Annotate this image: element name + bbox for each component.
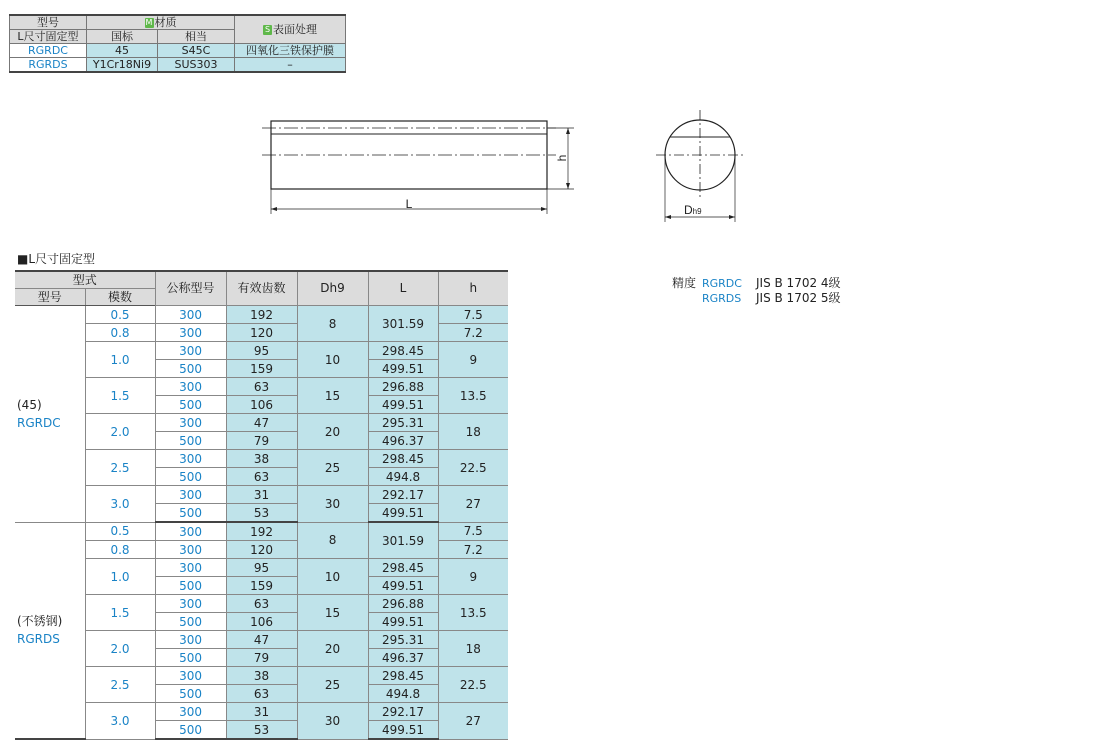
teeth-cell: 47 [226, 414, 297, 432]
teeth-cell: 95 [226, 559, 297, 577]
nominal-cell: 300 [155, 595, 226, 613]
length-cell: 496.37 [368, 432, 438, 450]
type-sub-header: L尺寸固定型 [10, 30, 87, 44]
teeth-cell: 63 [226, 595, 297, 613]
table-row [15, 667, 508, 685]
table-row [15, 414, 508, 432]
teeth-cell: 53 [226, 721, 297, 740]
accuracy-standard: JIS B 1702 4级 [756, 276, 841, 290]
teeth-cell: 106 [226, 613, 297, 631]
length-cell: 296.88 [368, 595, 438, 613]
length-cell: 298.45 [368, 450, 438, 468]
accuracy-note [672, 276, 841, 306]
dh9-cell: 10 [297, 559, 368, 595]
module-cell: 1.5 [85, 378, 155, 414]
accuracy-label: 精度 [672, 276, 697, 290]
module-cell: 3.0 [85, 703, 155, 740]
table-row [15, 486, 508, 504]
dh9-cell: 25 [297, 667, 368, 703]
teeth-cell: 192 [226, 306, 297, 324]
l-arrow-right [541, 207, 547, 211]
length-cell: 496.37 [368, 649, 438, 667]
group-code: RGRDS [17, 632, 60, 647]
material-row-gb: 45 [87, 44, 158, 58]
accuracy-code: RGRDS [702, 292, 742, 305]
h-header: h [438, 271, 508, 306]
material-row-gb: Y1Cr18Ni9 [87, 58, 158, 73]
table-row [15, 595, 508, 613]
gb-header: 国标 [87, 30, 158, 44]
module-cell: 3.0 [85, 486, 155, 523]
teeth-cell: 31 [226, 703, 297, 721]
material-row-model: RGRDC [10, 44, 87, 58]
teeth-cell: 38 [226, 450, 297, 468]
dh9-cell: 20 [297, 414, 368, 450]
dh9-cell: 8 [297, 522, 368, 559]
teeth-cell: 106 [226, 396, 297, 414]
equiv-header: 相当 [158, 30, 235, 44]
length-cell: 295.31 [368, 414, 438, 432]
d-arrow-left [665, 215, 671, 219]
nominal-cell: 300 [155, 306, 226, 324]
dh9-header: Dh9 [297, 271, 368, 306]
group-material: (45) [17, 397, 42, 412]
style-header: 型式 [15, 271, 155, 289]
h-cell: 13.5 [438, 378, 508, 414]
length-cell: 499.51 [368, 577, 438, 595]
dh9-cell: 15 [297, 378, 368, 414]
nominal-cell: 500 [155, 468, 226, 486]
accuracy-standard: JIS B 1702 5级 [756, 291, 841, 305]
h-arrow-bottom [566, 183, 570, 189]
length-cell: 494.8 [368, 685, 438, 703]
h-cell: 7.2 [438, 324, 508, 342]
d-dim-label [684, 203, 702, 217]
nominal-cell: 300 [155, 559, 226, 577]
accuracy-code: RGRDC [702, 277, 742, 290]
spec-table [15, 270, 508, 740]
h-cell: 9 [438, 559, 508, 595]
nominal-cell: 300 [155, 324, 226, 342]
teeth-cell: 79 [226, 649, 297, 667]
module-cell: 0.5 [85, 522, 155, 541]
teeth-header: 有效齿数 [226, 271, 297, 306]
module-header: 模数 [85, 289, 155, 306]
dh9-cell: 20 [297, 631, 368, 667]
module-cell: 2.0 [85, 631, 155, 667]
teeth-cell: 63 [226, 378, 297, 396]
length-cell: 298.45 [368, 342, 438, 360]
nominal-cell: 300 [155, 414, 226, 432]
h-cell: 7.2 [438, 541, 508, 559]
dh9-cell: 30 [297, 703, 368, 740]
nominal-header: 公称型号 [155, 271, 226, 306]
h-cell: 22.5 [438, 450, 508, 486]
rack-drawing [0, 0, 1100, 250]
module-cell: 0.5 [85, 306, 155, 324]
table-row [15, 306, 508, 324]
group-label [15, 522, 85, 739]
module-cell: 1.0 [85, 559, 155, 595]
length-cell: 301.59 [368, 522, 438, 559]
dh9-cell: 15 [297, 595, 368, 631]
material-header-label: 材质 [154, 16, 177, 29]
module-cell: 1.0 [85, 342, 155, 378]
h-cell: 7.5 [438, 522, 508, 541]
nominal-cell: 300 [155, 450, 226, 468]
nominal-cell: 500 [155, 396, 226, 414]
length-cell: 499.51 [368, 721, 438, 740]
dh9-cell: 8 [297, 306, 368, 342]
teeth-cell: 159 [226, 360, 297, 378]
nominal-cell: 500 [155, 577, 226, 595]
nominal-cell: 300 [155, 631, 226, 649]
model-header: 型号 [10, 15, 87, 30]
nominal-cell: 300 [155, 522, 226, 541]
nominal-cell: 300 [155, 342, 226, 360]
module-cell: 0.8 [85, 541, 155, 559]
teeth-cell: 38 [226, 667, 297, 685]
h-cell: 27 [438, 486, 508, 523]
h-cell: 18 [438, 631, 508, 667]
table-row [15, 522, 508, 541]
length-cell: 499.51 [368, 360, 438, 378]
nominal-cell: 500 [155, 432, 226, 450]
length-cell: 301.59 [368, 306, 438, 342]
length-cell: 499.51 [368, 504, 438, 523]
model-header: 型号 [15, 289, 85, 306]
teeth-cell: 47 [226, 631, 297, 649]
material-row-model: RGRDS [10, 58, 87, 73]
teeth-cell: 63 [226, 685, 297, 703]
l-dim-label: L [405, 197, 413, 211]
nominal-cell: 500 [155, 649, 226, 667]
h-cell: 27 [438, 703, 508, 740]
accuracy-row [672, 291, 841, 306]
dh9-cell: 10 [297, 342, 368, 378]
table-row [15, 450, 508, 468]
h-dim-label: h [555, 154, 569, 162]
surface-header-label: 表面处理 [273, 23, 317, 36]
teeth-cell: 79 [226, 432, 297, 450]
table-row [15, 631, 508, 649]
spec-table-wrap [15, 270, 508, 740]
h-cell: 18 [438, 414, 508, 450]
teeth-cell: 120 [226, 541, 297, 559]
material-row-equiv: SUS303 [158, 58, 235, 73]
nominal-cell: 300 [155, 703, 226, 721]
d-arrow-right [729, 215, 735, 219]
dh9-cell: 30 [297, 486, 368, 523]
teeth-cell: 192 [226, 522, 297, 541]
group-material: (不锈钢) [17, 614, 63, 629]
length-cell: 298.45 [368, 559, 438, 577]
group-code: RGRDC [17, 415, 61, 430]
length-cell: 292.17 [368, 703, 438, 721]
teeth-cell: 63 [226, 468, 297, 486]
material-row-surface: – [235, 58, 346, 73]
nominal-cell: 300 [155, 667, 226, 685]
d-dim-tolerance: h9 [692, 207, 702, 216]
material-badge-icon: M [145, 18, 153, 27]
nominal-cell: 300 [155, 541, 226, 559]
module-cell: 1.5 [85, 595, 155, 631]
nominal-cell: 300 [155, 486, 226, 504]
nominal-cell: 500 [155, 721, 226, 740]
length-cell: 295.31 [368, 631, 438, 649]
length-header: L [368, 271, 438, 306]
teeth-cell: 159 [226, 577, 297, 595]
surface-badge-icon: S [264, 25, 271, 34]
length-cell: 296.88 [368, 378, 438, 396]
length-cell: 494.8 [368, 468, 438, 486]
h-cell: 13.5 [438, 595, 508, 631]
teeth-cell: 31 [226, 486, 297, 504]
h-cell: 9 [438, 342, 508, 378]
module-cell: 2.5 [85, 667, 155, 703]
length-cell: 292.17 [368, 486, 438, 504]
material-row-equiv: S45C [158, 44, 235, 58]
length-cell: 298.45 [368, 667, 438, 685]
module-cell: 2.5 [85, 450, 155, 486]
nominal-cell: 500 [155, 360, 226, 378]
table-row [15, 703, 508, 721]
teeth-cell: 95 [226, 342, 297, 360]
table-row [15, 342, 508, 360]
module-cell: 2.0 [85, 414, 155, 450]
h-cell: 7.5 [438, 306, 508, 324]
nominal-cell: 300 [155, 378, 226, 396]
nominal-cell: 500 [155, 504, 226, 523]
teeth-cell: 53 [226, 504, 297, 523]
h-cell: 22.5 [438, 667, 508, 703]
dh9-cell: 25 [297, 450, 368, 486]
nominal-cell: 500 [155, 613, 226, 631]
material-row-surface: 四氧化三铁保护膜 [235, 44, 346, 58]
length-cell: 499.51 [368, 613, 438, 631]
teeth-cell: 120 [226, 324, 297, 342]
h-arrow-top [566, 128, 570, 134]
d-dim-symbol: D [684, 203, 693, 217]
table-row [15, 378, 508, 396]
nominal-cell: 500 [155, 685, 226, 703]
length-cell: 499.51 [368, 396, 438, 414]
l-arrow-left [271, 207, 277, 211]
table-row [15, 559, 508, 577]
module-cell: 0.8 [85, 324, 155, 342]
group-label [15, 306, 85, 523]
accuracy-row [672, 276, 841, 291]
section-title: ■L尺寸固定型 [17, 252, 96, 266]
